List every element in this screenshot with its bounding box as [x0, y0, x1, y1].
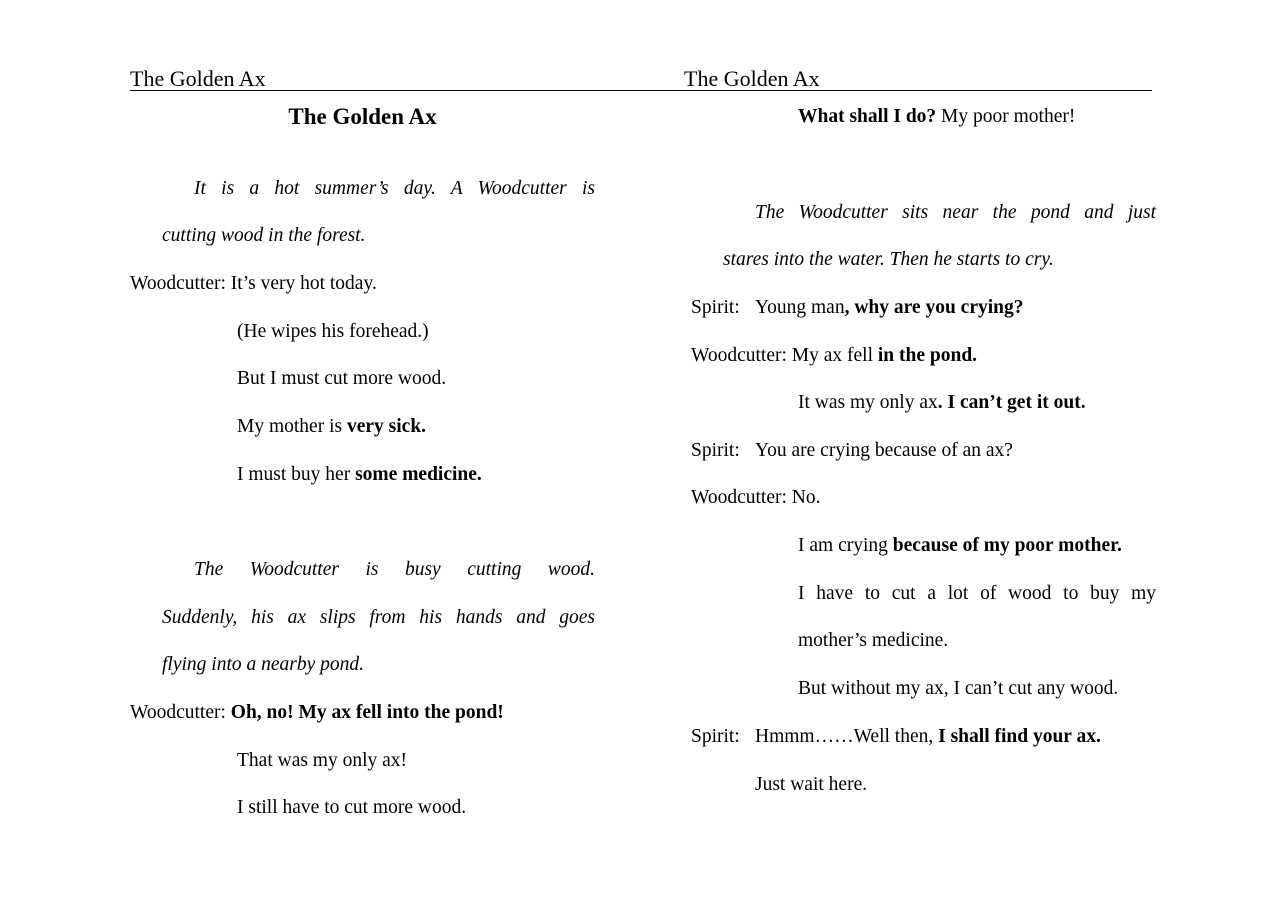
dialogue-spirit-3	[755, 725, 1101, 749]
dialogue-woodcutter-1-line-3: But I must cut more wood.	[237, 368, 447, 389]
dialogue-woodcutter-3-line-2	[798, 391, 1086, 415]
stage-direction-2-line-2: Suddenly, his ax slips from his hands and goes	[162, 607, 595, 628]
dialogue-woodcutter-1	[130, 272, 377, 296]
dialogue-text: I am crying	[798, 535, 893, 556]
dialogue-woodcutter-1-line-2: (He wipes his forehead.)	[237, 321, 429, 342]
stage-direction-1-line-1: It is a hot summer’s day. A Woodcutter is	[194, 178, 595, 199]
stage-direction-3-line-2: stares into the water. Then he starts to cry.	[723, 249, 1054, 270]
right-running-header: The Golden Ax	[684, 66, 820, 91]
dialogue-emphasis: because of my poor mother.	[892, 535, 1122, 556]
dialogue-woodcutter-2	[130, 701, 504, 725]
dialogue-woodcutter-4-line-5: But without my ax, I can’t cut any wood.	[798, 678, 1119, 699]
stage-direction-2-line-3: flying into a nearby pond.	[162, 654, 365, 675]
dialogue-spirit-2: You are crying because of an ax?	[755, 440, 1013, 461]
dialogue-text: It was my only ax	[798, 392, 938, 413]
speaker-spirit-1: Spirit:	[691, 297, 740, 318]
speaker-spirit-3: Spirit:	[691, 726, 740, 747]
dialogue-text: I must buy her	[237, 464, 356, 485]
left-running-header: The Golden Ax	[130, 66, 266, 91]
dialogue-woodcutter-4	[691, 486, 821, 510]
dialogue-emphasis: in the pond.	[877, 345, 978, 366]
speaker-spirit-2: Spirit:	[691, 440, 740, 461]
dialogue-emphasis: . I can’t get it out.	[937, 392, 1086, 413]
dialogue-text: My poor mother!	[936, 106, 1076, 127]
speaker-name: Woodcutter:	[130, 702, 226, 723]
speaker-name: Woodcutter:	[691, 345, 787, 366]
dialogue-woodcutter-1-line-4	[237, 415, 426, 439]
dialogue-text: It’s very hot today.	[230, 273, 377, 294]
dialogue-emphasis: What shall I do?	[798, 106, 937, 127]
dialogue-text: My ax fell	[791, 345, 878, 366]
dialogue-emphasis: I shall find your ax.	[938, 726, 1101, 747]
dialogue-woodcutter-2-line-2: That was my only ax!	[237, 750, 408, 771]
dialogue-text: My mother is	[237, 416, 347, 437]
speaker-name: Woodcutter:	[130, 273, 226, 294]
dialogue-woodcutter-2-line-3: I still have to cut more wood.	[237, 797, 467, 818]
dialogue-emphasis: very sick.	[346, 416, 427, 437]
stage-direction-3-line-1: The Woodcutter sits near the pond and just	[755, 202, 1156, 223]
dialogue-text: Young man	[755, 297, 845, 318]
dialogue-emphasis: , why are you crying?	[844, 297, 1024, 318]
dialogue-woodcutter-4-line-3: I have to cut a lot of wood to buy my	[798, 583, 1156, 604]
dialogue-emphasis: Oh, no! My ax fell into the pond!	[230, 702, 504, 723]
dialogue-emphasis: some medicine.	[355, 464, 482, 485]
dialogue-woodcutter-1-line-5	[237, 463, 482, 487]
header-rule	[130, 90, 1152, 91]
dialogue-spirit-3-line-2: Just wait here.	[755, 774, 868, 795]
dialogue-spirit-1	[755, 296, 1024, 320]
dialogue-text: Hmmm……Well then,	[755, 726, 939, 747]
speaker-name: Woodcutter:	[691, 487, 787, 508]
stage-direction-2-line-1: The Woodcutter is busy cutting wood.	[194, 559, 595, 580]
page-title: The Golden Ax	[288, 104, 437, 129]
dialogue-woodcutter-4-line-2	[798, 534, 1122, 558]
dialogue-woodcutter-continued	[798, 105, 1075, 129]
stage-direction-1-line-2: cutting wood in the forest.	[162, 225, 366, 246]
dialogue-woodcutter-3	[691, 344, 977, 368]
dialogue-text: No.	[791, 487, 821, 508]
dialogue-woodcutter-4-line-4: mother’s medicine.	[798, 630, 949, 651]
